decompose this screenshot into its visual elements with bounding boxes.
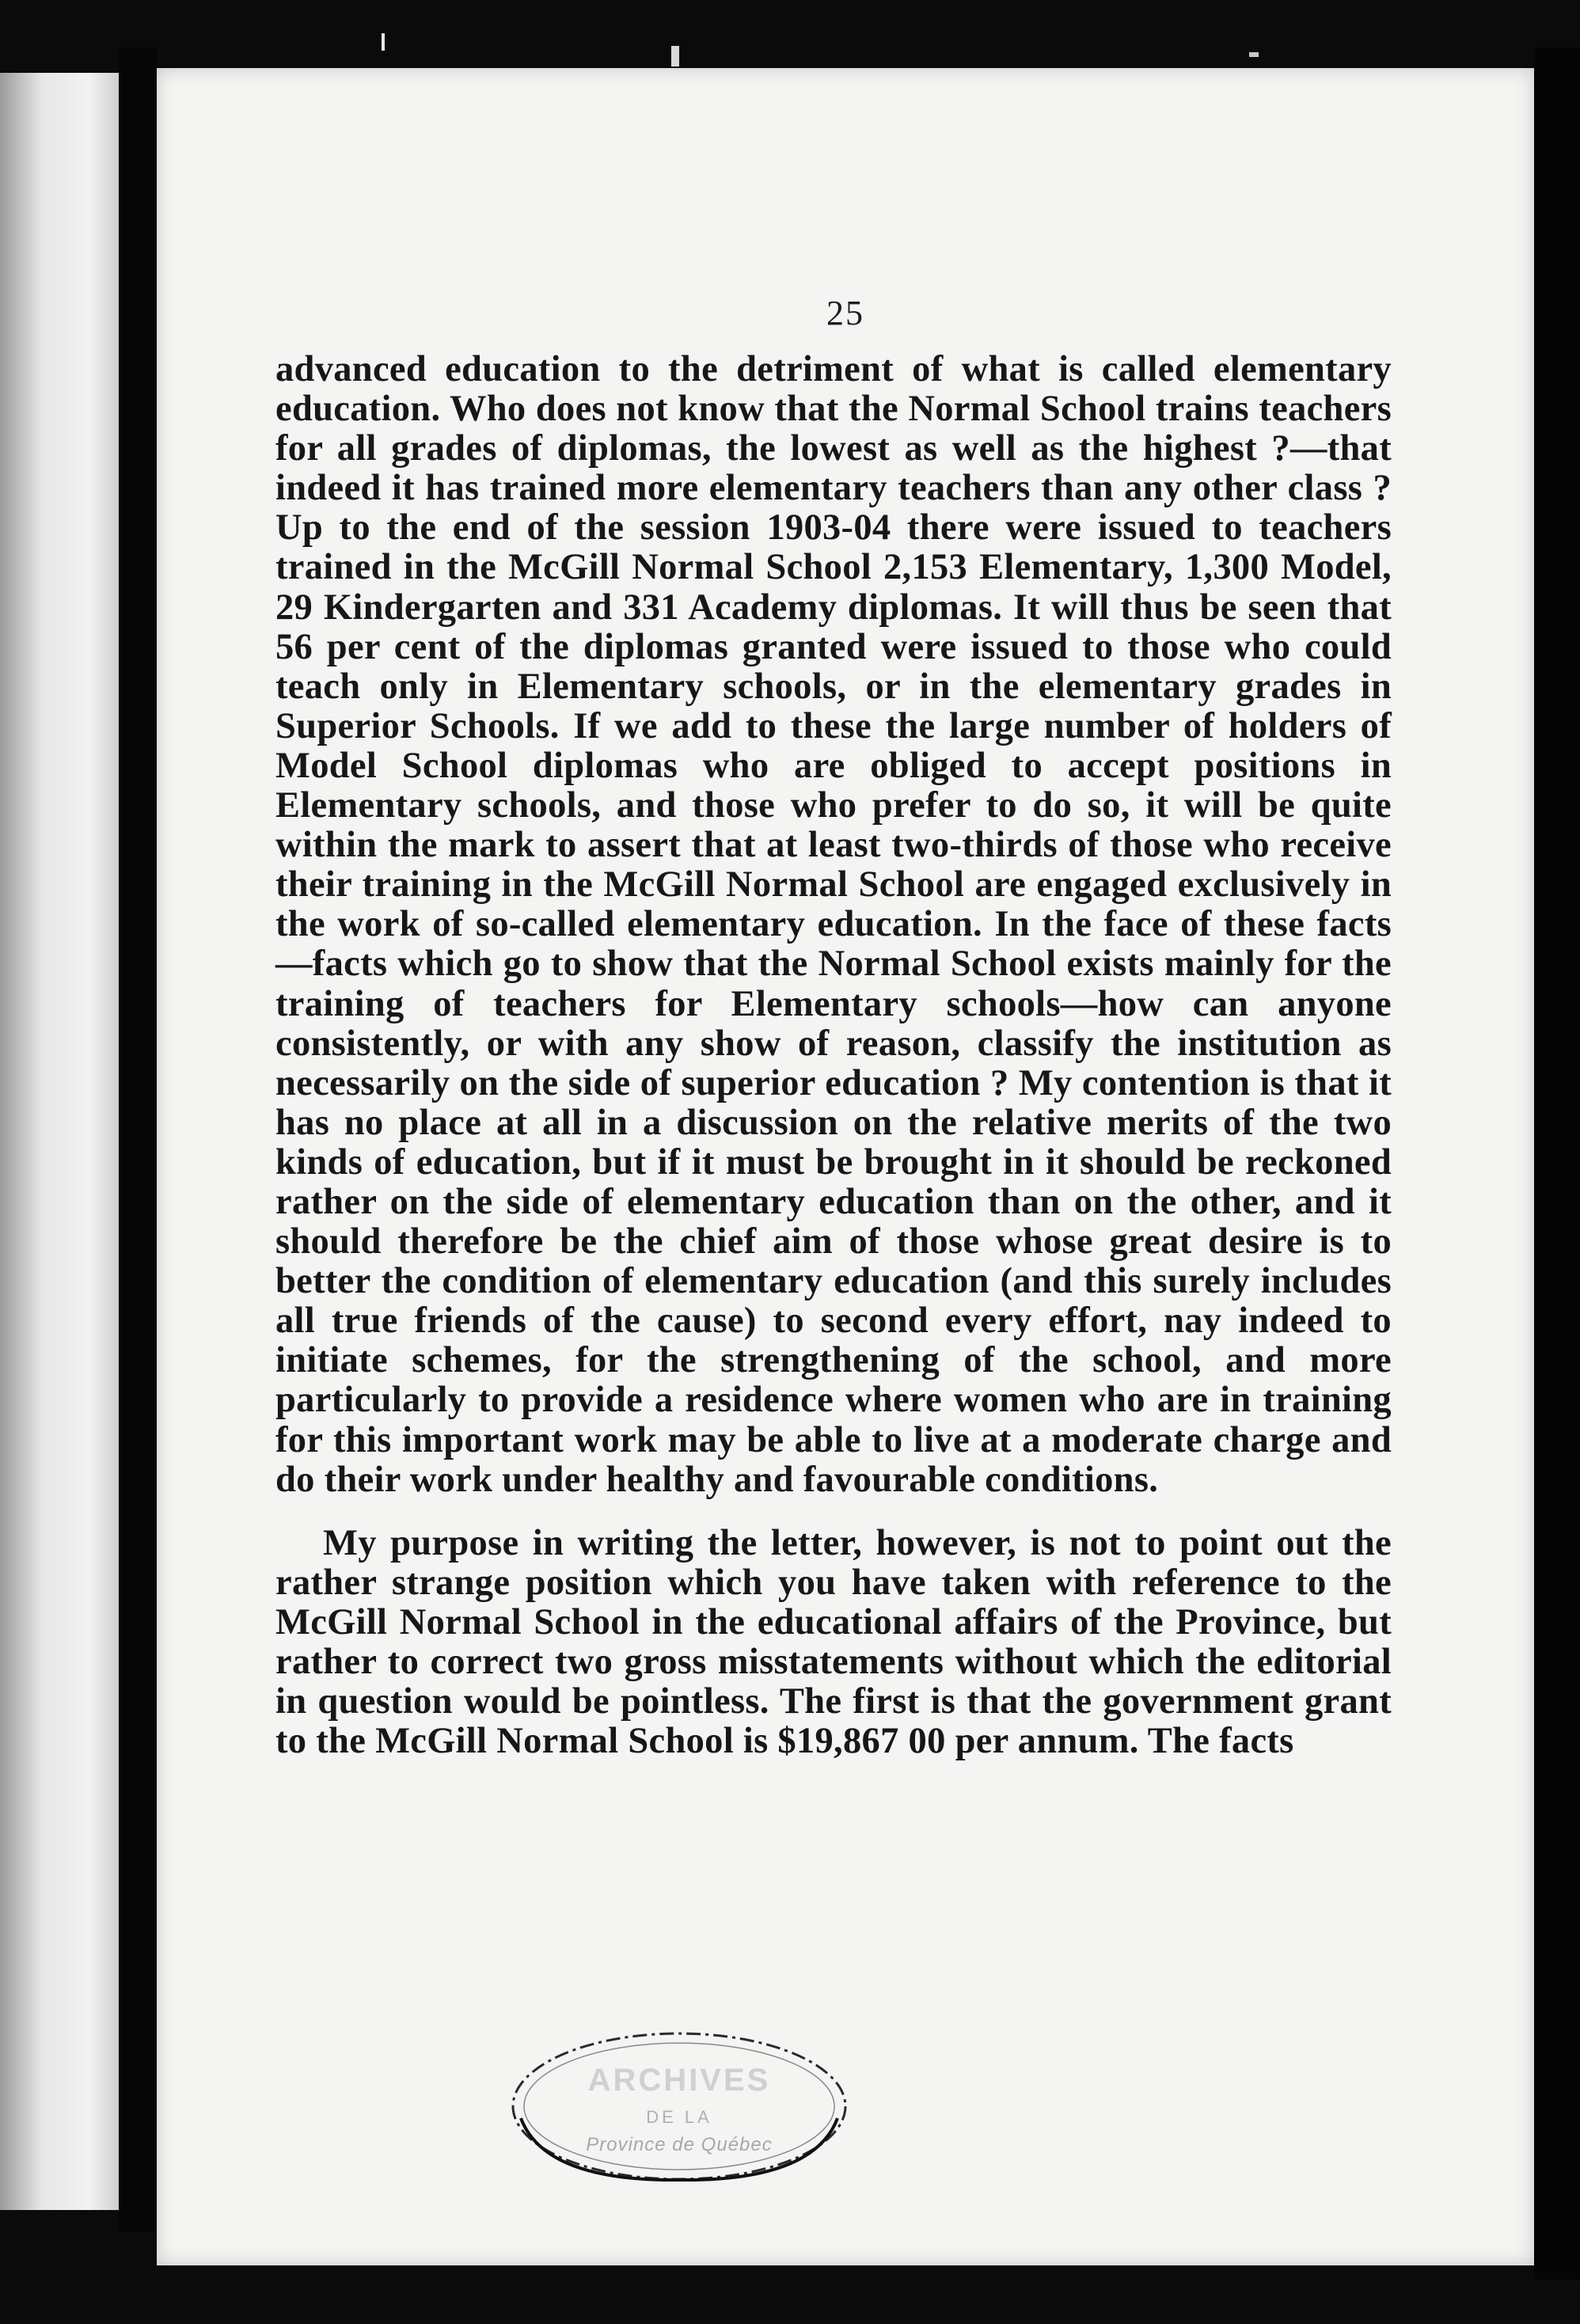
book-gutter [119,47,157,2232]
document-page [157,68,1534,2265]
stamp-line-1: ARCHIVES [587,2063,771,2098]
paragraph-1: advanced education to the detriment of what is called elementary education. Who does not know that the Normal School trains teachers for all grades of diplomas, the lowest as well as the highest ?—that indeed it has trained more elementary teachers than any other class ? Up to the end of the session 1903-04 there were issued to teachers trained in the McGill Normal School 2,153 Elementary, 1,300 Model, 29 Kindergarten and 331 Academy diplomas. It will thus be seen that 56 per cent of the diplomas granted were issued to those who could teach only in Elementary schools, or in the elementary grades in Superior Schools. If we add to these the large number of holders of Model School diplomas who are obliged to accept positions in Elementary schools, and those who prefer to do so, it will be quite within the mark to assert that at least two-thirds of those who receive their training in the McGill Normal School are engaged exclusively in the work of so-called elementary education. In the face of these facts—facts which go to show that the Normal School exists mainly for the training of teachers for Elementary schools—how can anyone consistently, or with any show of reason, classify the institution as necessarily on the side of superior education ? My contention is that it has no place at all in a discussion on the relative merits of the two kinds of education, but if it must be brought in it should be reckoned rather on the side of elementary education than on the other, and it should therefore be the chief aim of those whose great desire is to better the condition of elementary education (and this surely includes all true friends of the cause) to second every effort, nay indeed to initiate schemes, for the strengthening of the school, and more particularly to provide a residence where women who are in training for this important work may be able to live at a moderate charge and do their work under healthy and favourable conditions. [275,349,1392,1500]
scan-speck [382,33,385,51]
scan-speck [671,46,679,66]
page-number: 25 [826,294,864,332]
scan-border [1534,47,1580,2280]
previous-page-edge [0,73,119,2210]
paragraph-2: My purpose in writing the letter, however, is not to point out the rather strange position which you have taken with reference to the McGill Normal School in the educational affairs of the Province, but rather to correct two gross misstatements without which the editorial in question would be pointless. The first is that the government grant to the McGill Normal School is $19,867 00 per annum. The facts [275,1522,1392,1762]
page-body [275,350,1392,1761]
stamp-oval-icon [497,2023,861,2189]
scan-speck [1249,52,1259,57]
archives-stamp [497,2023,861,2189]
stamp-line-2: DE LA [646,2107,712,2127]
stamp-line-3: Province de Québec [586,2134,773,2155]
